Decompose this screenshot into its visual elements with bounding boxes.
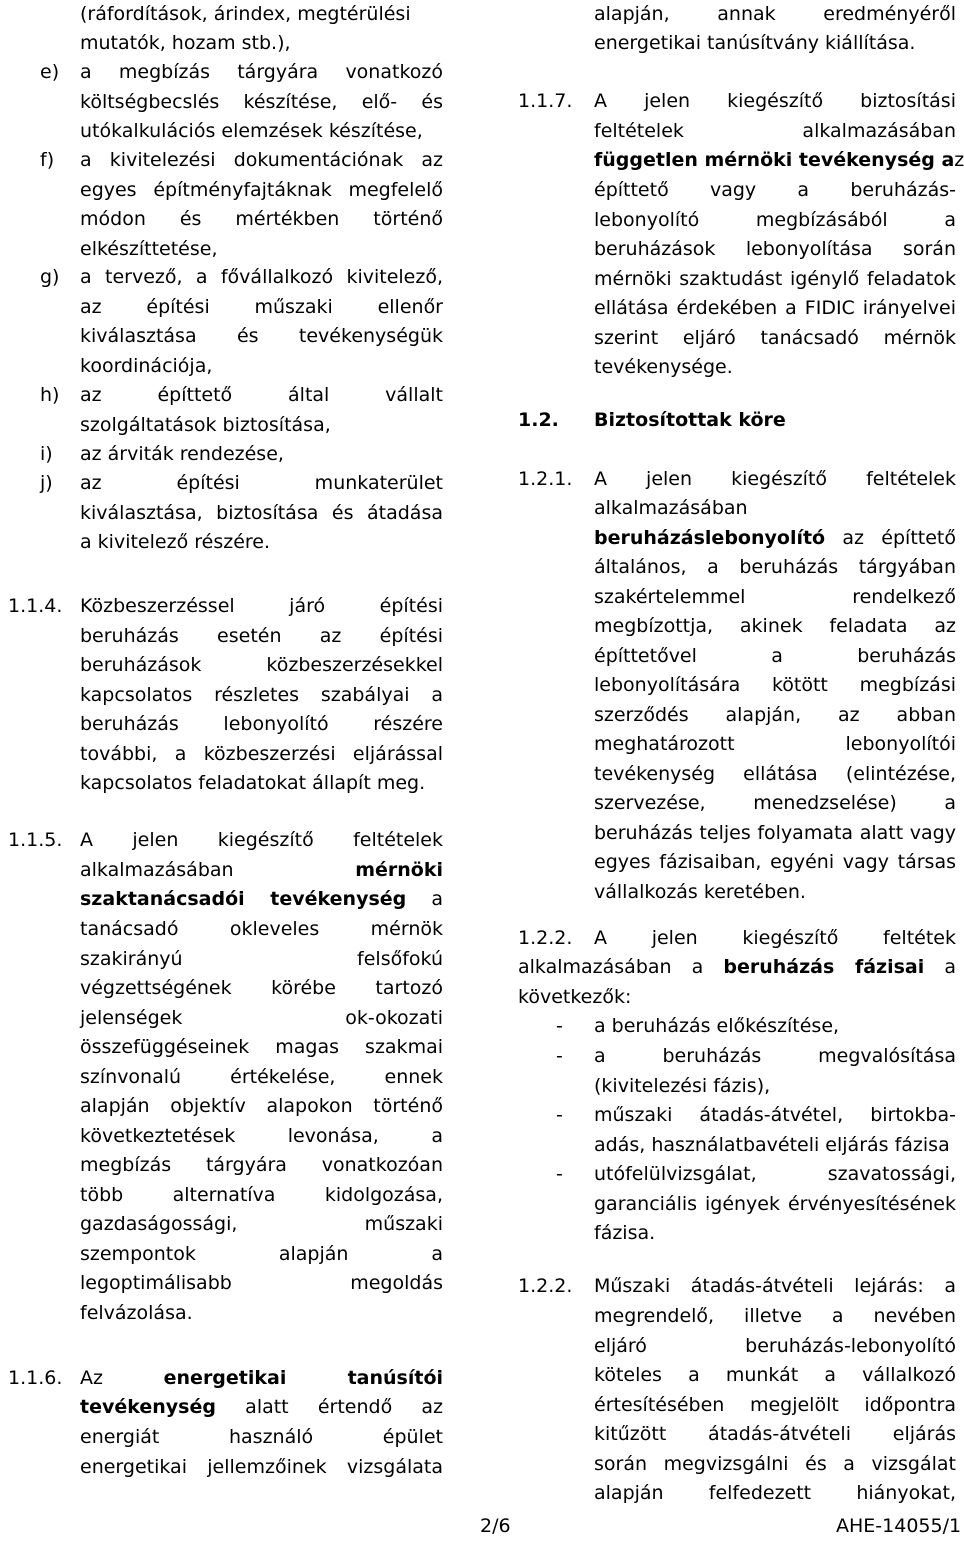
section-line: kapcsolatos feladatokat állapít meg. — [80, 772, 426, 794]
section-line: beruházás teljes folyamata alatt vagy — [594, 821, 956, 844]
dash-item-line: a beruházás előkészítése, — [594, 1015, 840, 1037]
section-line: szerződés alapján, az abban — [594, 703, 956, 726]
list-item-line: az árviták rendezése, — [80, 443, 284, 465]
section-line: A jelen kiegészítő biztosítási — [594, 90, 956, 112]
list-item-label: h) — [40, 384, 60, 406]
list-item-line: kiválasztása, biztosítása és átadása — [80, 501, 443, 524]
dash-item-line: adás, használatbavételi eljárás fázisa — [594, 1133, 950, 1156]
section-line: A jelen kiegészítő feltétek — [594, 927, 956, 949]
section-line: beruházás lebonyolító részére — [80, 713, 443, 735]
section-line: megbízottja, akinek feladata az — [594, 615, 956, 637]
section-line — [594, 524, 956, 554]
text-span: az építtető — [842, 527, 956, 549]
section-line: lebonyolítására kötött megbízási — [594, 674, 956, 696]
section-line: szakértelemmel rendelkező — [594, 585, 956, 608]
text-span: z — [954, 149, 964, 171]
text-span: a — [431, 888, 443, 910]
list-item-line: kiválasztása és tevékenységük — [80, 325, 443, 347]
section-line: energiát használó épület — [80, 1426, 443, 1448]
section-line: A jelen kiegészítő feltételek — [594, 468, 956, 490]
section-line: legoptimálisabb megoldás — [80, 1272, 443, 1294]
text-span: beruházás fázisai — [723, 956, 925, 978]
text-span: mérnöki — [355, 859, 443, 881]
dash-bullet: - — [556, 1045, 563, 1067]
section-line: megbízás tárgyára vonatkozóan — [80, 1154, 443, 1176]
section-line: beruházások közbeszerzésekkel — [80, 654, 443, 676]
section-line: építtetővel a beruházás — [594, 644, 956, 667]
section-line: alapján felfedezett hiányokat, — [594, 1482, 956, 1504]
text-span: energetikai tanúsítói — [163, 1367, 444, 1389]
list-item-line: a tervező, a fővállalkozó kivitelező, — [80, 266, 443, 288]
section-line: egyes fázisaiban, egyéni vagy társas — [594, 851, 956, 873]
list-item-line: utókalkulációs elemzések készítése, — [80, 120, 423, 142]
section-line — [80, 1364, 443, 1394]
dash-item-line: fázisa. — [594, 1222, 656, 1244]
continuation-line: (ráfordítások, árindex, megtérülési — [80, 3, 411, 25]
section-number: 1.2.2. — [518, 927, 573, 949]
list-item-line: költségbecslés készítése, elő- és — [80, 90, 443, 113]
dash-bullet: - — [556, 1163, 563, 1185]
section-line: megrendelő, illetve a nevében — [594, 1305, 956, 1327]
section-line: során megvizsgálni és a vizsgálat — [594, 1452, 956, 1475]
section-line: színvonalú értékelése, ennek — [80, 1065, 443, 1088]
section-line: szervezése, menedzselése) a — [594, 792, 956, 814]
section-line: további, a közbeszerzési eljárással — [80, 742, 443, 765]
section-line: meghatározott lebonyolítói — [594, 733, 956, 755]
text-span: Az — [80, 1367, 103, 1389]
section-line: köteles a munkát a vállalkozó — [594, 1364, 956, 1386]
section-line: alkalmazásában — [594, 497, 748, 519]
section-line — [80, 856, 443, 886]
list-item-line: a kivitelező részére. — [80, 531, 270, 553]
section-line: eljáró beruházás-lebonyolító — [594, 1334, 956, 1357]
section-line — [80, 1393, 443, 1423]
section-line: ellátása érdekében a FIDIC irányelvei — [594, 297, 956, 319]
section-line: Műszaki átadás-átvételi lejárás: a — [594, 1275, 956, 1297]
section-number: 1.1.7. — [518, 90, 573, 112]
section-line: értesítésében megjelölt időpontra — [594, 1393, 956, 1416]
dash-item-line: műszaki átadás-átvétel, birtokba- — [594, 1104, 956, 1126]
list-item-line: módon és mértékben történő — [80, 208, 443, 230]
text-span: szaktanácsadói tevékenység — [80, 888, 407, 910]
list-item-line: elkészíttetése, — [80, 237, 218, 260]
section-line: vállalkozás keretében. — [594, 880, 806, 903]
section-line: tanácsadó okleveles mérnök — [80, 918, 443, 940]
section-line: következők: — [518, 986, 632, 1008]
section-line: kapcsolatos részletes szabályai a — [80, 683, 443, 706]
list-item-label: e) — [40, 61, 60, 83]
list-item-label: g) — [40, 266, 60, 288]
section-line: szempontok alapján a — [80, 1242, 443, 1265]
page-number: 2/6 — [480, 1515, 511, 1537]
section-line: lebonyolító megbízásából a — [594, 208, 956, 231]
section-line: A jelen kiegészítő feltételek — [80, 829, 443, 851]
section-line: beruházások lebonyolítása során — [594, 238, 956, 260]
dash-item-line: garanciális igények érvényesítésének — [594, 1192, 956, 1215]
dash-item-line: a beruházás megvalósítása — [594, 1045, 956, 1067]
section-line: építtető vagy a beruházás- — [594, 179, 956, 201]
text-span: alkalmazásában — [80, 859, 234, 881]
list-item-line: a kivitelezési dokumentációnak az — [80, 149, 443, 171]
continuation-line: alapján, annak eredményéről — [594, 3, 956, 25]
section-number: 1.1.4. — [8, 595, 63, 617]
section-line: szerint eljáró tanácsadó mérnök — [594, 326, 956, 349]
section-line: szakirányú felsőfokú — [80, 947, 443, 970]
list-item-line: a megbízás tárgyára vonatkozó — [80, 61, 443, 83]
section-number: 1.1.6. — [8, 1367, 63, 1389]
list-item-line: az építési munkaterület — [80, 472, 443, 494]
list-item-label: i) — [40, 443, 53, 465]
document-code: AHE-14055/1 — [836, 1515, 962, 1537]
dash-item-line: utófelülvizsgálat, szavatossági, — [594, 1163, 956, 1185]
section-line: felvázolása. — [80, 1301, 193, 1324]
section-number: 1.2.1. — [518, 468, 573, 490]
section-line: több alternatíva kidolgozása, — [80, 1183, 443, 1206]
text-span: független mérnöki tevékenység a — [594, 149, 955, 171]
text-span: tevékenység — [80, 1396, 216, 1418]
section-line: általános, a beruházás tárgyában — [594, 556, 956, 578]
section-line: kitűzött átadás-átvételi eljárás — [594, 1423, 956, 1445]
section-line: beruházás esetén az építési — [80, 624, 443, 647]
section-line: összefüggéseinek magas szakmai — [80, 1036, 443, 1058]
dash-bullet: - — [556, 1015, 563, 1037]
list-item-label: j) — [40, 472, 53, 494]
section-number: 1.1.5. — [8, 829, 63, 851]
list-item-line: egyes építményfajtáknak megfelelő — [80, 178, 443, 201]
section-line — [80, 885, 443, 915]
section-line: feltételek alkalmazásában — [594, 120, 956, 142]
section-line — [518, 953, 956, 983]
section-line — [594, 146, 964, 176]
list-item-line: az építtető által vállalt — [80, 384, 443, 406]
continuation-line: mutatók, hozam stb.), — [80, 32, 291, 54]
continuation-line: energetikai tanúsítvány kiállítása. — [594, 32, 916, 54]
text-span: alatt értendő az — [245, 1396, 444, 1418]
section-number: 1.2. — [518, 409, 559, 431]
section-line: végzettségének körébe tartozó — [80, 977, 443, 999]
list-item-line: szolgáltatások biztosítása, — [80, 413, 331, 436]
section-number: 1.2.2. — [518, 1275, 573, 1297]
text-span: beruházáslebonyolító — [594, 527, 826, 549]
section-line: gazdaságossági, műszaki — [80, 1213, 443, 1235]
section-line: következtetések levonása, a — [80, 1124, 443, 1147]
text-span: alkalmazásában a — [518, 956, 704, 978]
list-item-line: az építési műszaki ellenőr — [80, 295, 443, 318]
section-line: tevékenység ellátása (elintézése, — [594, 762, 956, 785]
section-line: mérnöki szaktudást igénylő feladatok — [594, 267, 956, 290]
section-line: alapján objektív alapokon történő — [80, 1095, 443, 1117]
list-item-line: koordinációja, — [80, 354, 213, 377]
text-span: a — [944, 956, 956, 978]
section-line: tevékenysége. — [594, 356, 733, 378]
section-title: Biztosítottak köre — [594, 409, 786, 431]
dash-bullet: - — [556, 1104, 563, 1126]
dash-item-line: (kivitelezési fázis), — [594, 1074, 771, 1097]
list-item-label: f) — [40, 149, 55, 171]
section-line: Közbeszerzéssel járó építési — [80, 595, 443, 617]
section-line: jelenségek ok-okozati — [80, 1006, 443, 1029]
section-line: energetikai jellemzőinek vizsgálata — [80, 1455, 443, 1478]
